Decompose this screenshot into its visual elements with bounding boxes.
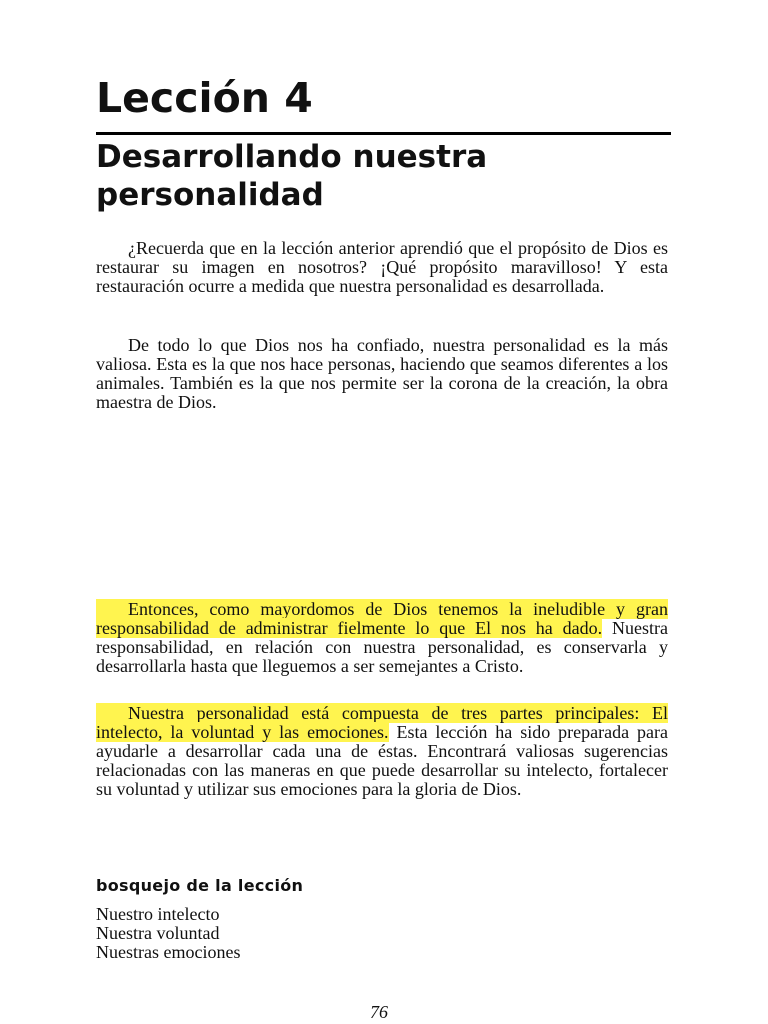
title-divider	[96, 132, 671, 135]
outline-heading: bosquejo de la lección	[96, 876, 304, 895]
personality-paragraph	[96, 336, 668, 412]
stewardship-paragraph	[96, 600, 668, 676]
intro-paragraph-text: ¿Recuerda que en la lección anterior aprendió que el propósito de Dios es restaurar su imagen en nosotros? ¡Qué propósito maravilloso! Y esta restauración ocurre a medida que nuestra personalidad es desarrollada.	[96, 238, 668, 296]
document-page	[96, 0, 671, 1024]
stewardship-text: Nuestra responsabilidad, en relación con nuestra personalidad, es conservarla y desarrollarla hasta que lleguemos a ser semejantes a Cristo.	[96, 618, 668, 676]
intro-paragraph	[96, 239, 668, 296]
outline-item: Nuestro intelecto	[96, 904, 220, 924]
parts-text: Esta lección ha sido preparada para ayudarle a desarrollar cada una de éstas. Encontrará valiosas sugerencias relacionadas con las maneras en que puede desarrollar su intelecto, fortalecer su voluntad y utilizar sus emociones para la gloria de Dios.	[96, 722, 668, 799]
stewardship-highlight: Entonces, como mayordomos de Dios tenemos la ineludible y gran responsabilidad de administrar fielmente lo que El nos ha dado.	[96, 599, 668, 638]
highlighted-text	[96, 599, 668, 638]
page-number: 76	[370, 1002, 388, 1022]
lesson-title: Desarrollando nuestra personalidad	[96, 139, 488, 213]
outline-item: Nuestra voluntad	[96, 923, 220, 943]
outline-item: Nuestras emociones	[96, 942, 241, 962]
parts-highlight: Nuestra personalidad está compuesta de tres partes principales: El intelecto, la voluntad y las emociones.	[96, 703, 668, 742]
lesson-number: Lección 4	[96, 74, 313, 122]
parts-paragraph	[96, 704, 668, 799]
outline-list	[96, 905, 240, 962]
personality-paragraph-text: De todo lo que Dios nos ha confiado, nuestra personalidad es la más valiosa. Esta es la que nos hace personas, haciendo que seamos diferentes a los animales. También es la que nos permite ser la corona de la creación, la obra maestra de Dios.	[96, 335, 668, 412]
